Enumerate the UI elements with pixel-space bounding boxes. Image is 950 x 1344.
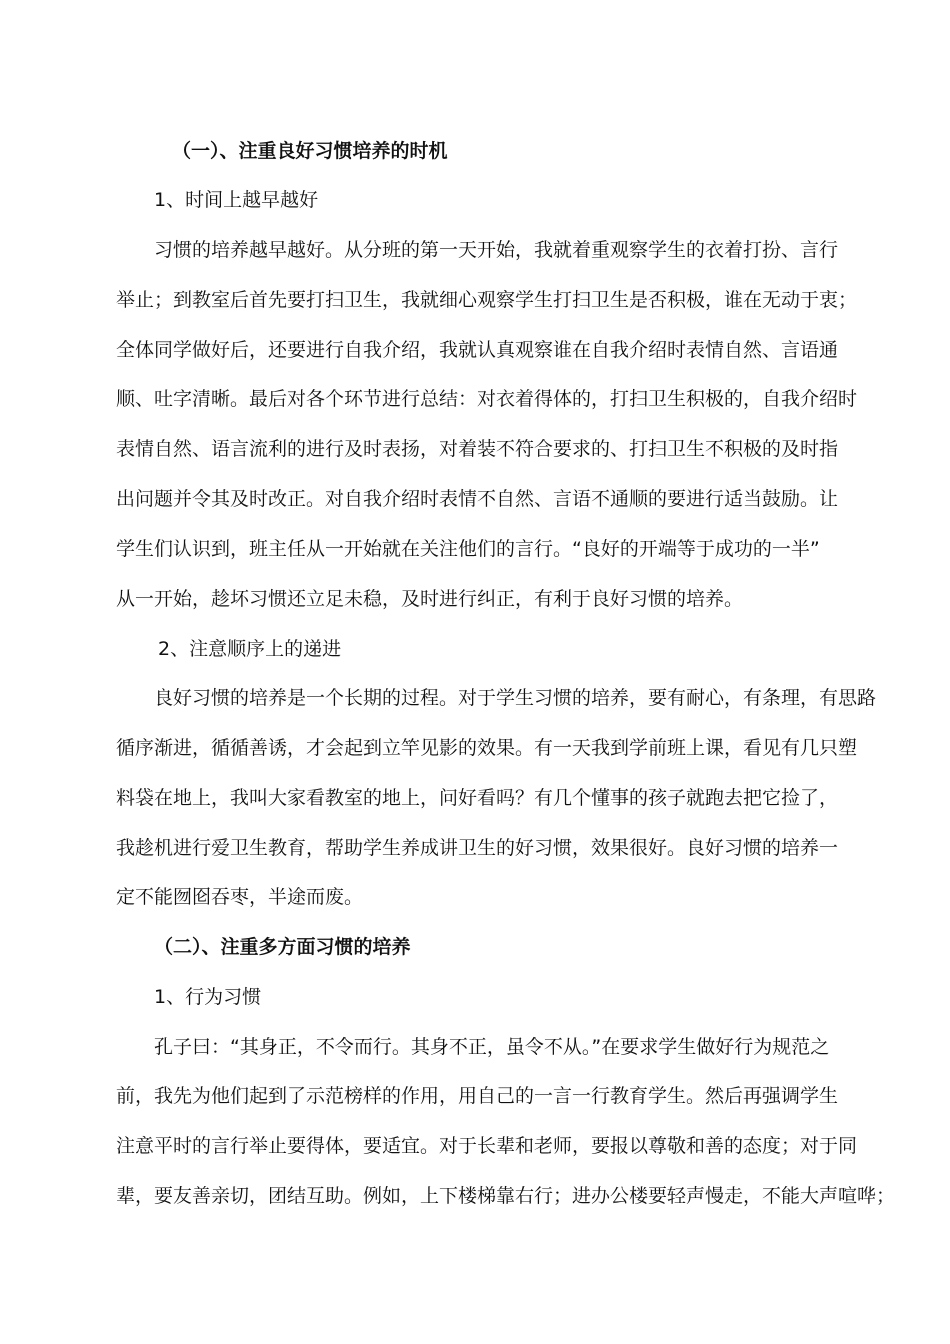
paragraph-line: 表情自然、语言流利的进行及时表扬，对着装不符合要求的、打扫卫生不积极的及时指 <box>116 438 839 460</box>
paragraph-line: 全体同学做好后，还要进行自我介绍，我就认真观察谁在自我介绍时表情自然、言语通 <box>116 339 839 361</box>
subheading-1-1: 1、时间上越早越好 <box>154 189 319 211</box>
paragraph-line: 注意平时的言行举止要得体，要适宜。对于长辈和老师，要报以尊敬和善的态度；对于同 <box>116 1135 858 1157</box>
paragraph-line: 顺、吐字清晰。最后对各个环节进行总结：对衣着得体的，打扫卫生积极的，自我介绍时 <box>116 388 858 410</box>
section-heading-1: （一）、注重良好习惯培养的时机 <box>172 140 448 162</box>
section-heading-2: （二）、注重多方面习惯的培养 <box>154 936 411 958</box>
subheading-1-2: 2、注意顺序上的递进 <box>158 638 342 660</box>
paragraph-line: 出问题并令其及时改正。对自我介绍时表情不自然、言语不通顺的要进行适当鼓励。让 <box>116 488 839 510</box>
paragraph-line: 料袋在地上，我叫大家看教室的地上，问好看吗？有几个懂事的孩子就跑去把它捡了， <box>116 787 839 809</box>
paragraph-line: 学生们认识到，班主任从一开始就在关注他们的言行。“良好的开端等于成功的一半” <box>116 538 820 560</box>
paragraph-line: 前，我先为他们起到了示范榜样的作用，用自己的一言一行教育学生。然后再强调学生 <box>116 1085 839 1107</box>
paragraph-line: 定不能囫囵吞枣，半途而废。 <box>116 886 364 908</box>
paragraph-line: 循序渐进，循循善诱，才会起到立竿见影的效果。有一天我到学前班上课，看见有几只塑 <box>116 737 858 759</box>
subheading-2-1: 1、行为习惯 <box>154 986 262 1008</box>
paragraph-line: 从一开始，趁坏习惯还立足未稳，及时进行纠正，有利于良好习惯的培养。 <box>116 588 744 610</box>
paragraph-line: 辈，要友善亲切，团结互助。例如，上下楼梯靠右行；进办公楼要轻声慢走，不能大声喧哗； <box>116 1185 896 1207</box>
paragraph-line: 我趁机进行爱卫生教育，帮助学生养成讲卫生的好习惯，效果很好。良好习惯的培养一 <box>116 837 839 859</box>
paragraph-line: 孔子曰：“其身正，不令而行。其身不正，虽令不从。”在要求学生做好行为规范之 <box>154 1036 830 1058</box>
paragraph-line: 良好习惯的培养是一个长期的过程。对于学生习惯的培养，要有耐心，有条理，有思路 <box>154 687 877 709</box>
paragraph-line: 举止；到教室后首先要打扫卫生，我就细心观察学生打扫卫生是否积极，谁在无动于衷； <box>116 289 858 311</box>
paragraph-line: 习惯的培养越早越好。从分班的第一天开始，我就着重观察学生的衣着打扮、言行 <box>154 239 839 261</box>
